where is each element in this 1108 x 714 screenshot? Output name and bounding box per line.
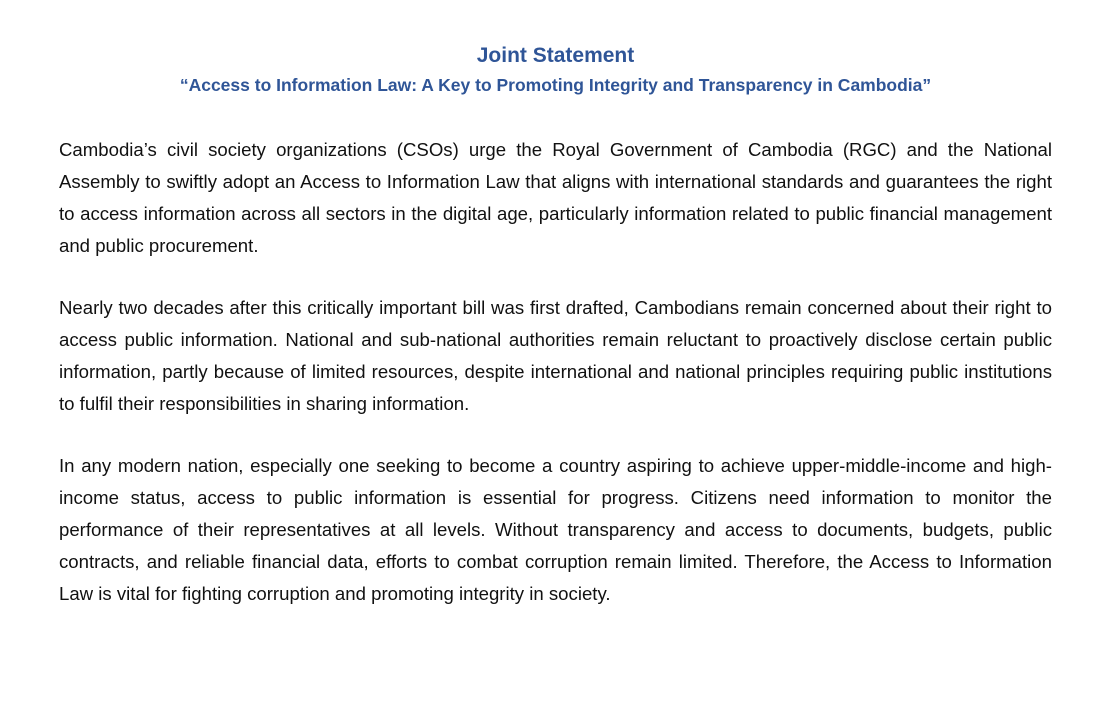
body-paragraph: Nearly two decades after this critically important bill was first drafted, Cambodians remain concerned about their right to access public information. National and sub-national authorities remain reluctant to proactively disclose certain public information, partly because of limited resources, despite international and national principles requiring public institutions to fulfil their responsibilities in sharing information.: [59, 297, 1052, 414]
body-paragraph: In any modern nation, especially one seeking to become a country aspiring to achieve upper-middle-income and high-income status, access to public information is essential for progress. Citizens need information to monitor the performance of their representatives at all levels. Without transparency and access to documents, budgets, public contracts, and reliable financial data, efforts to combat corruption remain limited. Therefore, the Access to Information Law is vital for fighting corruption and promoting integrity in society.: [59, 455, 1052, 604]
statement-subtitle: “Access to Information Law: A Key to Promoting Integrity and Transparency in Cambodia”: [179, 75, 932, 95]
body-paragraph: Cambodia’s civil society organizations (CSOs) urge the Royal Government of Cambodia (RGC) and the National Assembly to swiftly adopt an Access to Information Law that aligns with international standards and guarantees the right to access information across all sectors in the digital age, particularly information related to public financial management and public procurement.: [59, 139, 1052, 256]
statement-title: Joint Statement: [476, 44, 635, 67]
